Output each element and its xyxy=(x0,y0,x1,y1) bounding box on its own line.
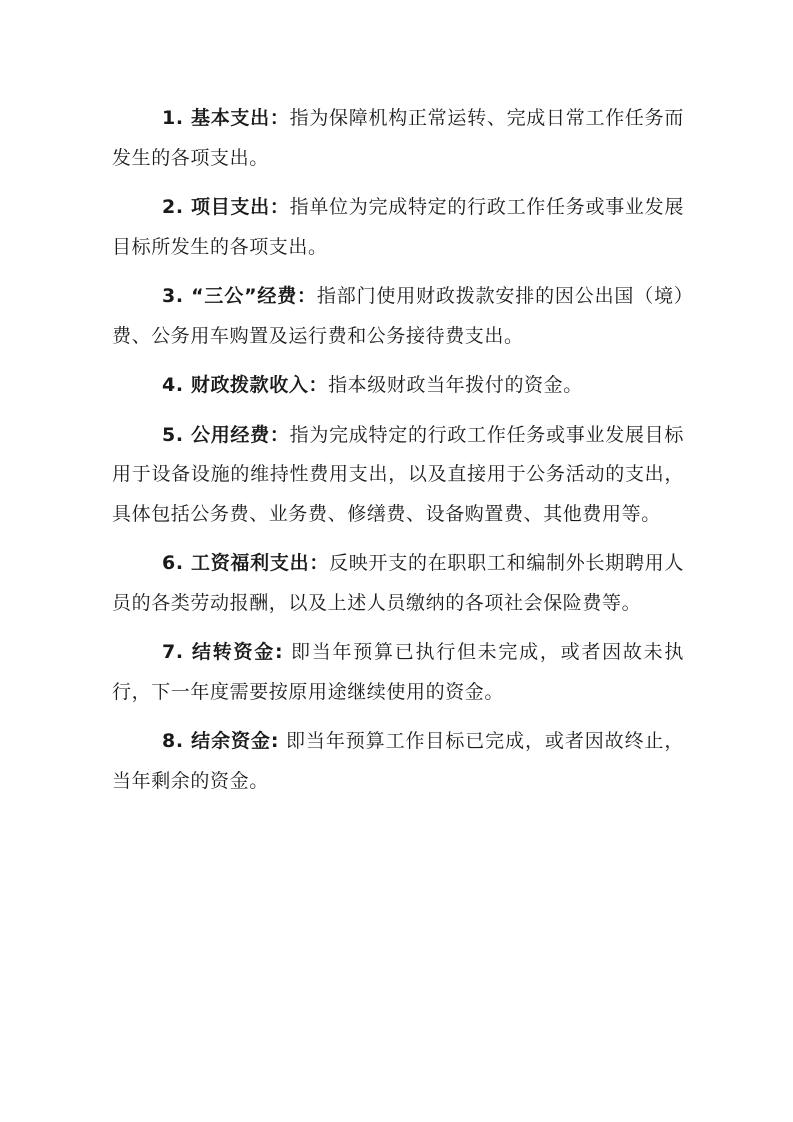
glossary-term: 7. 结转资金: xyxy=(162,641,284,663)
glossary-definition: 即当年预算已执行但未完成，或者因故未执行，下一年度需要按原用途继续使用的资金。 xyxy=(112,641,684,703)
glossary-term: 5. 公用经费： xyxy=(162,423,290,446)
glossary-term: 1. 基本支出： xyxy=(162,107,290,129)
glossary-item-public-funds xyxy=(112,416,684,535)
glossary-definition: 指单位为完成特定的行政工作任务或事业发展目标所发生的各项支出。 xyxy=(112,196,684,258)
glossary-definition: 指部门使用财政拨款安排的因公出国（境）费、公务用车购置及运行费和公务接待费支出。 xyxy=(112,285,685,347)
glossary-item-surplus-funds xyxy=(112,722,684,801)
glossary-term: 8. 结余资金: xyxy=(162,730,280,752)
glossary-list xyxy=(112,99,684,801)
glossary-item-three-public-expenses xyxy=(112,277,684,356)
glossary-item-project-expenditure xyxy=(112,188,684,267)
glossary-term: 4. 财政拨款收入： xyxy=(162,374,329,396)
glossary-item-wages-welfare xyxy=(112,544,684,623)
glossary-definition: 指为完成特定的行政工作任务或事业发展目标用于设备设施的维持性费用支出，以及直接用于公务活动的支出，具体包括公务费、业务费、修缮费、设备购置费、其他费用等。 xyxy=(112,423,684,525)
glossary-term: 2. 项目支出： xyxy=(162,196,290,218)
glossary-definition: 指为保障机构正常运转、完成日常工作任务而发生的各项支出。 xyxy=(112,107,684,169)
glossary-item-carryover-funds xyxy=(112,633,684,712)
glossary-term: 6. 工资福利支出： xyxy=(162,552,330,574)
glossary-definition: 指本级财政当年拨付的资金。 xyxy=(328,374,583,396)
glossary-term: 3. “三公”经费： xyxy=(162,285,317,307)
glossary-item-fiscal-appropriation-income xyxy=(112,366,684,406)
glossary-definition: 即当年预算工作目标已完成，或者因故终止，当年剩余的资金。 xyxy=(112,730,685,792)
glossary-item-basic-expenditure xyxy=(112,99,684,178)
glossary-definition: 反映开支的在职职工和编制外长期聘用人员的各类劳动报酬，以及上述人员缴纳的各项社会保险费等。 xyxy=(112,552,684,614)
